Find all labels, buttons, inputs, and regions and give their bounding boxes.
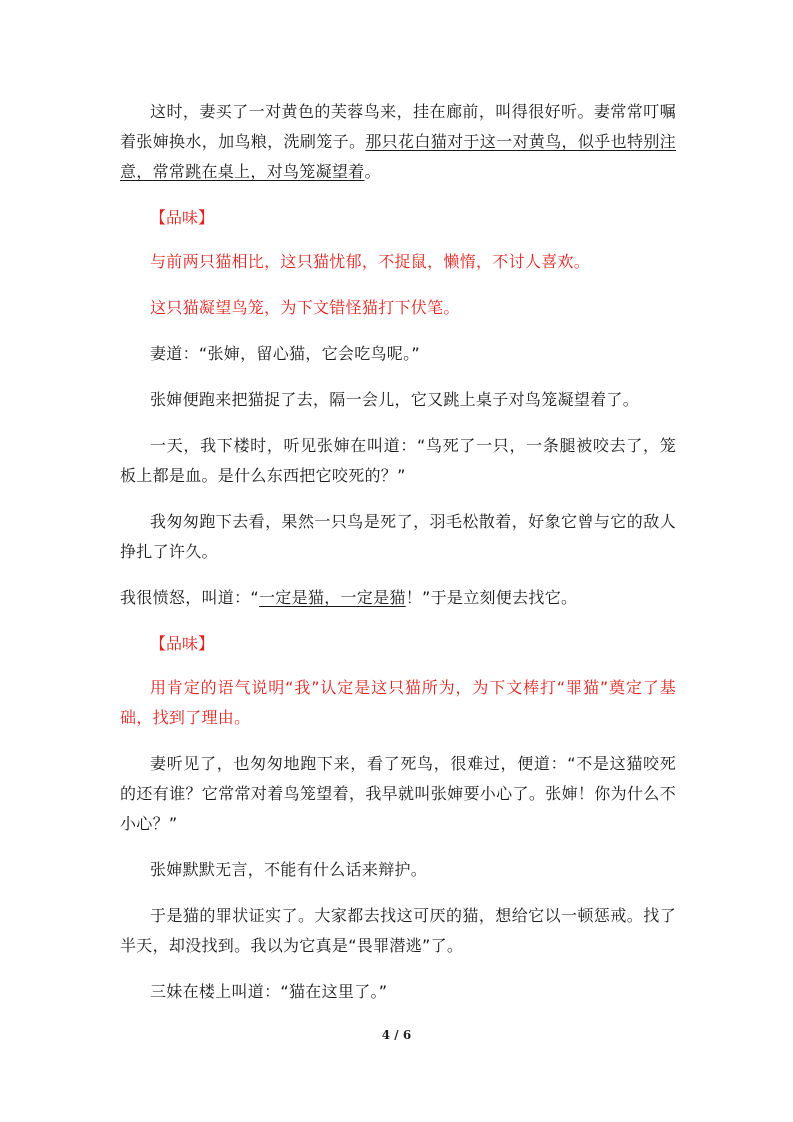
paragraph-7: 妻听见了，也匆匆地跑下来，看了死鸟，很难过，便道：“不是这猫咬死的还有谁？它常常对着鸟笼望着，我早就叫张婶要小心了。张婶！你为什么不小心？” xyxy=(120,754,676,833)
document-body xyxy=(120,97,676,1023)
paragraph-6-end: ！”于是立刻便去找它。 xyxy=(405,588,578,607)
paragraph-2: 妻道：“张婶，留心猫，它会吃鸟呢。” xyxy=(150,344,420,363)
paragraph-5: 我匆匆跑下去看，果然一只鸟是死了，羽毛松散着，好象它曾与它的敌人挣扎了许久。 xyxy=(120,512,676,561)
underlined-phrase: 一定是猫，一定是猫 xyxy=(259,588,406,607)
paragraph-1 xyxy=(120,97,676,187)
paragraph-1-end: 。 xyxy=(364,162,381,181)
paragraph-10: 三妹在楼上叫道：“猫在这里了。” xyxy=(150,982,388,1001)
page-number: 4 / 6 xyxy=(381,1028,412,1042)
paragraph-8: 张婶默默无言，不能有什么话来辩护。 xyxy=(150,860,428,879)
underlined-sentence: 那只花白猫对于这一对黄鸟，似乎也特别注意，常常跳在桌上，对鸟笼凝望着 xyxy=(120,132,676,181)
annotation-note-2: 用肯定的语气说明“我”认定是这只猫所为，为下文棒打“罪猫”奠定了基础，找到了理由。 xyxy=(120,678,676,727)
paragraph-6 xyxy=(120,583,676,613)
annotation-note-1b: 这只猫凝望鸟笼，为下文错怪猫打下伏笔。 xyxy=(150,298,460,317)
paragraph-1-text: 这时，妻买了一对黄色的芙蓉鸟来，挂在廊前，叫得很好听。妻常常叮嘱着张婶换水，加鸟粮，洗刷笼子。 xyxy=(120,102,676,151)
annotation-heading-1: 【品味】 xyxy=(150,208,215,227)
annotation-note-1a: 与前两只猫相比，这只猫忧郁，不捉鼠，懒惰，不讨人喜欢。 xyxy=(150,252,591,271)
paragraph-6-text: 我很愤怒，叫道：“ xyxy=(120,588,259,607)
paragraph-4: 一天，我下楼时，听见张婶在叫道：“鸟死了一只，一条腿被咬去了，笼板上都是血。是什么东西把它咬死的？” xyxy=(120,436,676,485)
paragraph-9: 于是猫的罪状证实了。大家都去找这可厌的猫，想给它以一顿惩戒。找了半天，却没找到。我以为它真是“畏罪潜逃”了。 xyxy=(120,906,676,955)
annotation-heading-2: 【品味】 xyxy=(150,634,215,653)
paragraph-3: 张婶便跑来把猫捉了去，隔一会儿，它又跳上桌子对鸟笼凝望着了。 xyxy=(150,390,640,409)
